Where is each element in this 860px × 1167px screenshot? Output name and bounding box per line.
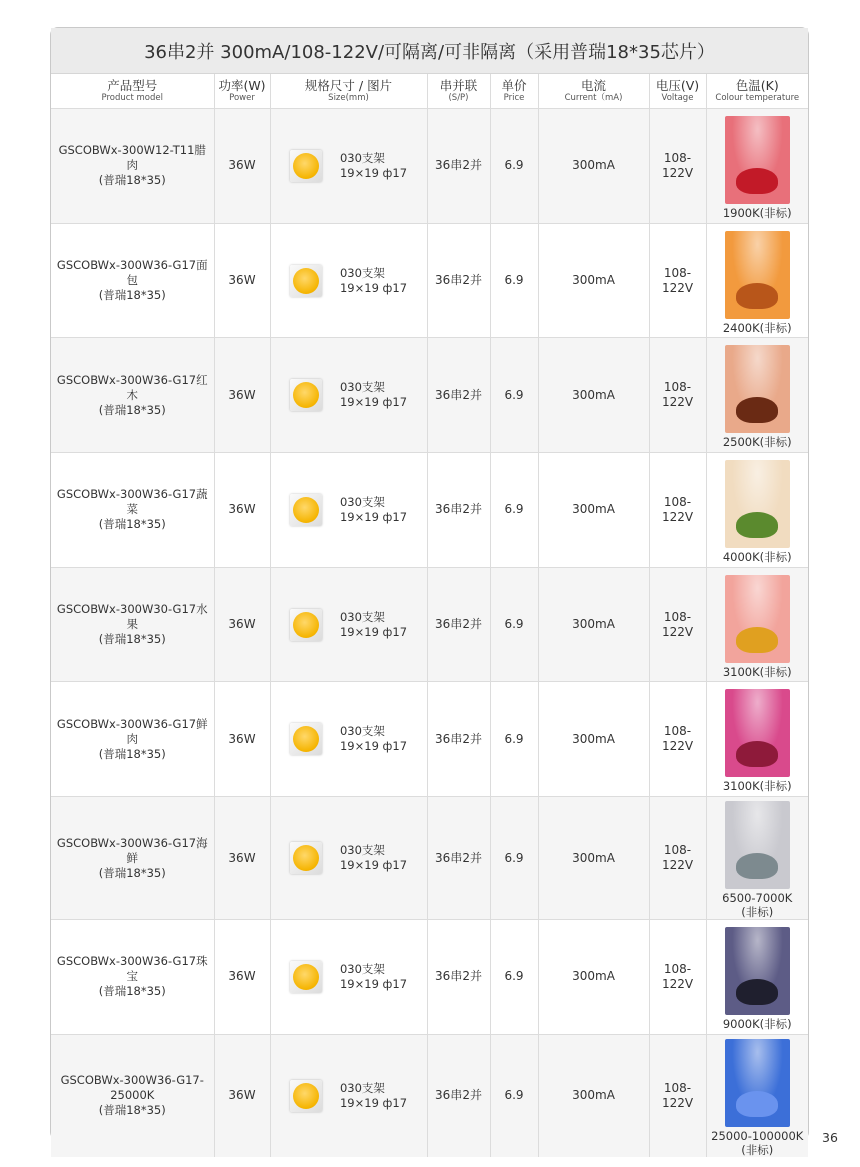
size-wrap xyxy=(271,609,427,641)
product-table-card xyxy=(50,27,809,1157)
column-header-en: Colour temperature xyxy=(715,92,800,103)
chip-brand: (普瑞18*35) xyxy=(98,402,166,417)
column-header-cn: 电压(V) xyxy=(655,77,700,93)
column-header xyxy=(538,74,649,109)
cob-chip-icon xyxy=(290,842,322,874)
price-value: 6.9 xyxy=(504,617,524,632)
current-cell xyxy=(538,109,649,224)
current-value: 300mA xyxy=(572,387,615,402)
power-cell xyxy=(214,1034,270,1157)
power-value: 36W xyxy=(228,969,256,984)
price-cell xyxy=(490,682,538,797)
size-cell xyxy=(270,920,427,1035)
size-cell xyxy=(270,1034,427,1157)
price-value: 6.9 xyxy=(504,850,524,865)
current-value: 300mA xyxy=(572,731,615,746)
color-temp-label: 2400K(非标) xyxy=(722,320,792,335)
voltage-value: 108-122V xyxy=(661,265,694,295)
price-cell xyxy=(490,797,538,920)
photo-subject xyxy=(736,741,778,767)
price-value: 6.9 xyxy=(504,273,524,288)
bracket-type: 030支架 xyxy=(339,380,385,395)
voltage-cell xyxy=(649,920,706,1035)
chip-brand: (普瑞18*35) xyxy=(98,984,166,999)
header-row xyxy=(51,74,808,109)
cob-chip-icon xyxy=(290,150,322,182)
bracket-type: 030支架 xyxy=(339,1080,385,1095)
seafood-photo xyxy=(725,801,790,889)
sp-cell xyxy=(427,109,490,224)
chip-brand: (普瑞18*35) xyxy=(98,517,166,532)
model-cell xyxy=(51,453,214,568)
temp-cell xyxy=(706,223,808,338)
size-text xyxy=(340,266,407,296)
model-cell xyxy=(51,223,214,338)
size-text xyxy=(340,495,407,525)
current-cell xyxy=(538,453,649,568)
sp-value: 36串2并 xyxy=(435,850,482,865)
current-value: 300mA xyxy=(572,158,615,173)
chip-brand: (普瑞18*35) xyxy=(98,1103,166,1118)
size-text xyxy=(340,151,407,181)
temp-cell xyxy=(706,453,808,568)
power-cell xyxy=(214,453,270,568)
model-cell xyxy=(51,109,214,224)
price-cell xyxy=(490,453,538,568)
bracket-type: 030支架 xyxy=(339,724,385,739)
voltage-cell xyxy=(649,453,706,568)
size-cell xyxy=(270,338,427,453)
size-cell xyxy=(270,223,427,338)
column-header xyxy=(427,74,490,109)
size-wrap xyxy=(271,150,427,182)
chip-brand: (普瑞18*35) xyxy=(98,746,166,761)
voltage-cell xyxy=(649,223,706,338)
table-row xyxy=(51,567,808,682)
voltage-value: 108-122V xyxy=(661,961,694,991)
sp-value: 36串2并 xyxy=(435,502,482,517)
power-cell xyxy=(214,223,270,338)
photo-subject xyxy=(736,168,778,194)
price-cell xyxy=(490,567,538,682)
table-row xyxy=(51,223,808,338)
table-row xyxy=(51,920,808,1035)
size-text xyxy=(340,843,407,873)
dimensions: 19×19 ф17 xyxy=(339,858,408,873)
table-body xyxy=(51,109,808,1157)
table-row xyxy=(51,109,808,224)
column-header-cn: 单价 xyxy=(501,77,527,93)
power-cell xyxy=(214,109,270,224)
model-cell xyxy=(51,797,214,920)
bracket-type: 030支架 xyxy=(339,494,385,509)
page-number: 36 xyxy=(822,1130,838,1145)
cob-chip-icon xyxy=(290,723,322,755)
price-value: 6.9 xyxy=(504,1088,524,1103)
current-value: 300mA xyxy=(572,969,615,984)
dimensions: 19×19 ф17 xyxy=(339,1095,408,1110)
dimensions: 19×19 ф17 xyxy=(339,280,408,295)
power-value: 36W xyxy=(228,1088,256,1103)
size-wrap xyxy=(271,379,427,411)
price-cell xyxy=(490,920,538,1035)
model-name: GSCOBWx-300W36-G17红木 xyxy=(56,372,208,402)
size-cell xyxy=(270,682,427,797)
price-value: 6.9 xyxy=(504,731,524,746)
size-wrap xyxy=(271,961,427,993)
color-temp-label: 3100K(非标) xyxy=(722,779,792,794)
voltage-cell xyxy=(649,109,706,224)
current-value: 300mA xyxy=(572,1088,615,1103)
size-cell xyxy=(270,797,427,920)
color-temp-label: 4000K(非标) xyxy=(722,549,792,564)
power-value: 36W xyxy=(228,731,256,746)
voltage-value: 108-122V xyxy=(661,1080,694,1110)
size-wrap xyxy=(271,494,427,526)
bracket-type: 030支架 xyxy=(339,843,385,858)
power-value: 36W xyxy=(228,273,256,288)
chip-brand: (普瑞18*35) xyxy=(98,632,166,647)
sp-value: 36串2并 xyxy=(435,158,482,173)
chip-brand: (普瑞18*35) xyxy=(98,173,166,188)
size-cell xyxy=(270,453,427,568)
temp-cell xyxy=(706,1034,808,1157)
power-cell xyxy=(214,338,270,453)
chip-brand: (普瑞18*35) xyxy=(98,288,166,303)
redwood-chair-photo xyxy=(725,345,790,433)
column-header xyxy=(270,74,427,109)
color-temp-note: (非标) xyxy=(741,1142,774,1157)
size-cell xyxy=(270,109,427,224)
model-name: GSCOBWx-300W36-G17珠宝 xyxy=(56,954,208,984)
model-name: GSCOBWx-300W30-G17水果 xyxy=(56,602,208,632)
color-temp-note: (非标) xyxy=(741,905,774,920)
sp-value: 36串2并 xyxy=(435,731,482,746)
photo-subject xyxy=(736,283,778,309)
temp-cell xyxy=(706,109,808,224)
photo-subject xyxy=(736,979,778,1005)
price-cell xyxy=(490,223,538,338)
column-header-en: Product model xyxy=(101,92,163,103)
size-text xyxy=(340,962,407,992)
price-cell xyxy=(490,109,538,224)
model-name: GSCOBWx-300W36-G17海鲜 xyxy=(56,835,208,865)
table-title: 36串2并 300mA/108-122V/可隔离/可非隔离（采用普瑞18*35芯片） xyxy=(51,28,808,74)
column-header-cn: 串并联 xyxy=(439,77,478,93)
cob-chip-icon xyxy=(290,609,322,641)
column-header-en: Voltage xyxy=(661,92,694,103)
bracket-type: 030支架 xyxy=(339,150,385,165)
bracket-type: 030支架 xyxy=(339,265,385,280)
size-text xyxy=(340,1081,407,1111)
color-temp-label: 9000K(非标) xyxy=(722,1016,792,1031)
bread-photo xyxy=(725,231,790,319)
power-value: 36W xyxy=(228,850,256,865)
column-header-en: Current（mA) xyxy=(564,92,623,103)
voltage-cell xyxy=(649,797,706,920)
model-name: GSCOBWx-300W36-G17鲜肉 xyxy=(56,716,208,746)
voltage-value: 108-122V xyxy=(661,843,694,873)
current-value: 300mA xyxy=(572,617,615,632)
column-header xyxy=(649,74,706,109)
sp-cell xyxy=(427,920,490,1035)
sp-value: 36串2并 xyxy=(435,387,482,402)
model-name: GSCOBWx-300W36-G17蔬菜 xyxy=(56,487,208,517)
sp-cell xyxy=(427,567,490,682)
cob-chip-icon xyxy=(290,494,322,526)
column-header-en: Price xyxy=(503,92,525,103)
color-temp-label: 2500K(非标) xyxy=(722,435,792,450)
bracket-type: 030支架 xyxy=(339,609,385,624)
column-header-cn: 功率(W) xyxy=(218,77,266,93)
cob-chip-icon xyxy=(290,961,322,993)
cob-chip-icon xyxy=(290,379,322,411)
voltage-value: 108-122V xyxy=(661,609,694,639)
current-value: 300mA xyxy=(572,850,615,865)
voltage-value: 108-122V xyxy=(661,724,694,754)
table-row xyxy=(51,338,808,453)
column-header xyxy=(706,74,808,109)
table-row xyxy=(51,797,808,920)
column-header xyxy=(214,74,270,109)
cob-chip-icon xyxy=(290,1080,322,1112)
fruit-photo xyxy=(725,575,790,663)
size-wrap xyxy=(271,1080,427,1112)
size-wrap xyxy=(271,723,427,755)
power-cell xyxy=(214,797,270,920)
power-cell xyxy=(214,920,270,1035)
table-row xyxy=(51,1034,808,1157)
photo-subject xyxy=(736,1091,778,1117)
current-cell xyxy=(538,567,649,682)
size-text xyxy=(340,380,407,410)
temp-cell xyxy=(706,338,808,453)
temp-cell xyxy=(706,797,808,920)
size-text xyxy=(340,610,407,640)
cob-chip-icon xyxy=(290,265,322,297)
current-cell xyxy=(538,920,649,1035)
column-header-cn: 色温(K) xyxy=(735,77,779,93)
vegetable-photo xyxy=(725,460,790,548)
color-temp-label: 25000-100000K xyxy=(711,1128,804,1143)
price-cell xyxy=(490,1034,538,1157)
dimensions: 19×19 ф17 xyxy=(339,395,408,410)
current-value: 300mA xyxy=(572,502,615,517)
blue-light-photo xyxy=(725,1039,790,1127)
voltage-value: 108-122V xyxy=(661,494,694,524)
sp-cell xyxy=(427,453,490,568)
column-header xyxy=(51,74,214,109)
column-header xyxy=(490,74,538,109)
size-cell xyxy=(270,567,427,682)
power-value: 36W xyxy=(228,387,256,402)
photo-subject xyxy=(736,853,778,879)
voltage-cell xyxy=(649,682,706,797)
temp-cell xyxy=(706,567,808,682)
voltage-cell xyxy=(649,1034,706,1157)
current-cell xyxy=(538,682,649,797)
size-text xyxy=(340,724,407,754)
power-value: 36W xyxy=(228,617,256,632)
model-name: GSCOBWx-300W36-G17- xyxy=(60,1073,204,1088)
current-cell xyxy=(538,797,649,920)
dimensions: 19×19 ф17 xyxy=(339,509,408,524)
photo-subject xyxy=(736,397,778,423)
power-value: 36W xyxy=(228,158,256,173)
sp-cell xyxy=(427,797,490,920)
dimensions: 19×19 ф17 xyxy=(339,739,408,754)
temp-cell xyxy=(706,682,808,797)
product-table xyxy=(51,74,808,1157)
price-value: 6.9 xyxy=(504,969,524,984)
table-row xyxy=(51,453,808,568)
dimensions: 19×19 ф17 xyxy=(339,165,408,180)
current-cell xyxy=(538,338,649,453)
dimensions: 19×19 ф17 xyxy=(339,624,408,639)
sp-value: 36串2并 xyxy=(435,273,482,288)
sp-value: 36串2并 xyxy=(435,969,482,984)
column-header-cn: 产品型号 xyxy=(107,77,158,93)
color-temp-label: 6500-7000K xyxy=(722,891,793,906)
fresh-meat-photo xyxy=(725,689,790,777)
temp-cell xyxy=(706,920,808,1035)
voltage-cell xyxy=(649,338,706,453)
model-cell xyxy=(51,920,214,1035)
model-name: GSCOBWx-300W12-T11腊肉 xyxy=(58,143,206,173)
color-temp-label: 3100K(非标) xyxy=(722,664,792,679)
color-temp-label: 1900K(非标) xyxy=(722,205,792,220)
sp-cell xyxy=(427,682,490,797)
column-header-en: Power xyxy=(229,92,255,103)
model-cell xyxy=(51,567,214,682)
jewelry-photo xyxy=(725,927,790,1015)
power-cell xyxy=(214,567,270,682)
price-value: 6.9 xyxy=(504,158,524,173)
size-wrap xyxy=(271,265,427,297)
price-value: 6.9 xyxy=(504,502,524,517)
model-cell xyxy=(51,338,214,453)
price-cell xyxy=(490,338,538,453)
voltage-cell xyxy=(649,567,706,682)
strawberry-photo xyxy=(725,116,790,204)
current-cell xyxy=(538,223,649,338)
column-header-en: (S/P) xyxy=(448,92,469,103)
current-cell xyxy=(538,1034,649,1157)
size-wrap xyxy=(271,842,427,874)
current-value: 300mA xyxy=(572,273,615,288)
sp-value: 36串2并 xyxy=(435,617,482,632)
column-header-cn: 电流 xyxy=(580,77,606,93)
photo-subject xyxy=(736,512,778,538)
sp-cell xyxy=(427,1034,490,1157)
power-value: 36W xyxy=(228,502,256,517)
photo-subject xyxy=(736,627,778,653)
model-cell xyxy=(51,1034,214,1157)
chip-brand: (普瑞18*35) xyxy=(98,865,166,880)
sp-value: 36串2并 xyxy=(435,1088,482,1103)
model-name: GSCOBWx-300W36-G17面包 xyxy=(56,258,208,288)
price-value: 6.9 xyxy=(504,387,524,402)
model-name-cont: 25000K xyxy=(110,1088,155,1103)
bracket-type: 030支架 xyxy=(339,961,385,976)
column-header-en: Size(mm) xyxy=(328,92,369,103)
sp-cell xyxy=(427,223,490,338)
voltage-value: 108-122V xyxy=(661,380,694,410)
dimensions: 19×19 ф17 xyxy=(339,976,408,991)
table-row xyxy=(51,682,808,797)
column-header-cn: 规格尺寸 / 图片 xyxy=(304,77,393,93)
voltage-value: 108-122V xyxy=(661,150,694,180)
model-cell xyxy=(51,682,214,797)
sp-cell xyxy=(427,338,490,453)
power-cell xyxy=(214,682,270,797)
